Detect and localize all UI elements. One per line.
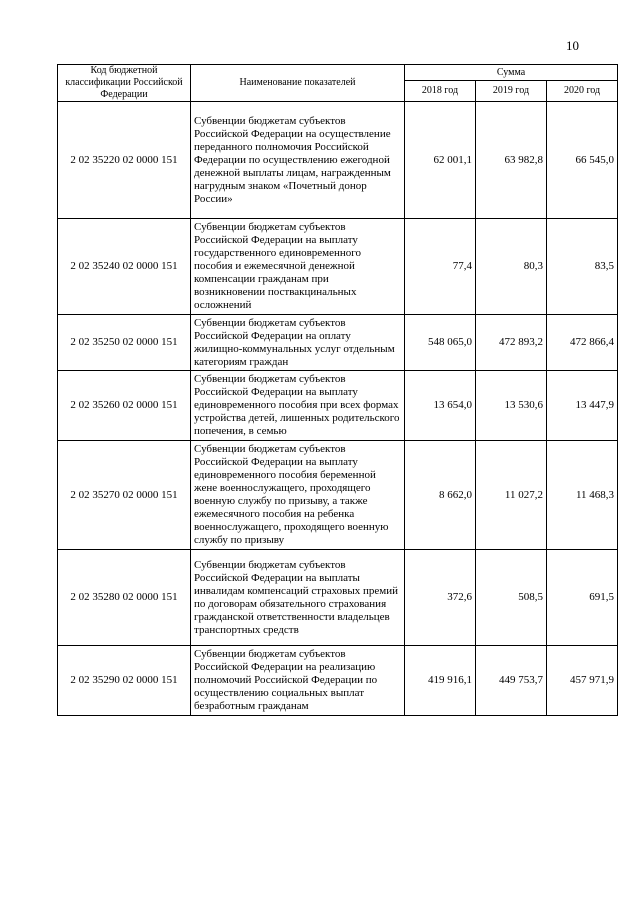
row-value-2019: 508,5	[476, 550, 547, 646]
row-value-2020: 13 447,9	[547, 371, 618, 441]
row-value-2020: 457 971,9	[547, 646, 618, 716]
table-row	[58, 646, 618, 716]
row-value-2020: 11 468,3	[547, 441, 618, 550]
row-name: Субвенции бюджетам субъектов Российской Федерации на выплату единовременного пособия при всех формах устройства детей, лишенных родительского попечения, в семью	[191, 371, 405, 441]
row-value-2019: 449 753,7	[476, 646, 547, 716]
header-year-2020: 2020 год	[547, 81, 618, 102]
row-name: Субвенции бюджетам субъектов Российской Федерации на реализацию полномочий Российской Федерации по осуществлению социальных выплат безработным гражданам	[191, 646, 405, 716]
row-code: 2 02 35250 02 0000 151	[58, 315, 191, 371]
row-code: 2 02 35290 02 0000 151	[58, 646, 191, 716]
row-value-2018: 62 001,1	[405, 102, 476, 219]
table-row	[58, 315, 618, 371]
budget-table	[57, 64, 618, 716]
row-code: 2 02 35220 02 0000 151	[58, 102, 191, 219]
page-number: 10	[566, 38, 579, 53]
row-name: Субвенции бюджетам субъектов Российской Федерации на осуществление переданного полномочия Российской Федерации по осуществлению ежегодной денежной выплаты лицам, награжденным нагрудным знаком «Почетный донор России»	[191, 102, 405, 219]
table-row	[58, 441, 618, 550]
row-value-2019: 63 982,8	[476, 102, 547, 219]
row-value-2019: 13 530,6	[476, 371, 547, 441]
row-value-2020: 66 545,0	[547, 102, 618, 219]
table-body	[58, 102, 618, 716]
table-row	[58, 550, 618, 646]
row-value-2018: 8 662,0	[405, 441, 476, 550]
row-value-2018: 372,6	[405, 550, 476, 646]
table-row	[58, 219, 618, 315]
row-value-2019: 472 893,2	[476, 315, 547, 371]
table-row	[58, 371, 618, 441]
row-code: 2 02 35240 02 0000 151	[58, 219, 191, 315]
header-year-2018: 2018 год	[405, 81, 476, 102]
row-name: Субвенции бюджетам субъектов Российской Федерации на оплату жилищно-коммунальных услуг отдельным категориям граждан	[191, 315, 405, 371]
header-year-2019: 2019 год	[476, 81, 547, 102]
row-name: Субвенции бюджетам субъектов Российской Федерации на выплату государственного единовременного пособия и ежемесячной денежной компенсации гражданам при возникновении поствакцинальных осложнений	[191, 219, 405, 315]
row-name: Субвенции бюджетам субъектов Российской Федерации на выплату единовременного пособия беременной жене военнослужащего, проходящего военную службу по призыву, а также ежемесячного пособия на ребенка военнослужащего, проходящего военную службу по призыву	[191, 441, 405, 550]
row-value-2020: 691,5	[547, 550, 618, 646]
header-name: Наименование показателей	[191, 65, 405, 102]
row-value-2019: 80,3	[476, 219, 547, 315]
table-row	[58, 102, 618, 219]
header-code: Код бюджетной классификации Российской Федерации	[58, 65, 191, 102]
row-value-2018: 77,4	[405, 219, 476, 315]
row-code: 2 02 35280 02 0000 151	[58, 550, 191, 646]
row-value-2019: 11 027,2	[476, 441, 547, 550]
row-value-2018: 13 654,0	[405, 371, 476, 441]
row-code: 2 02 35260 02 0000 151	[58, 371, 191, 441]
row-name: Субвенции бюджетам субъектов Российской Федерации на выплаты инвалидам компенсаций страховых премий по договорам обязательного страхования гражданской ответственности владельцев транспортных средств	[191, 550, 405, 646]
table-header-row	[58, 65, 618, 81]
row-code: 2 02 35270 02 0000 151	[58, 441, 191, 550]
row-value-2018: 419 916,1	[405, 646, 476, 716]
header-sum: Сумма	[405, 65, 618, 81]
row-value-2018: 548 065,0	[405, 315, 476, 371]
row-value-2020: 83,5	[547, 219, 618, 315]
row-value-2020: 472 866,4	[547, 315, 618, 371]
